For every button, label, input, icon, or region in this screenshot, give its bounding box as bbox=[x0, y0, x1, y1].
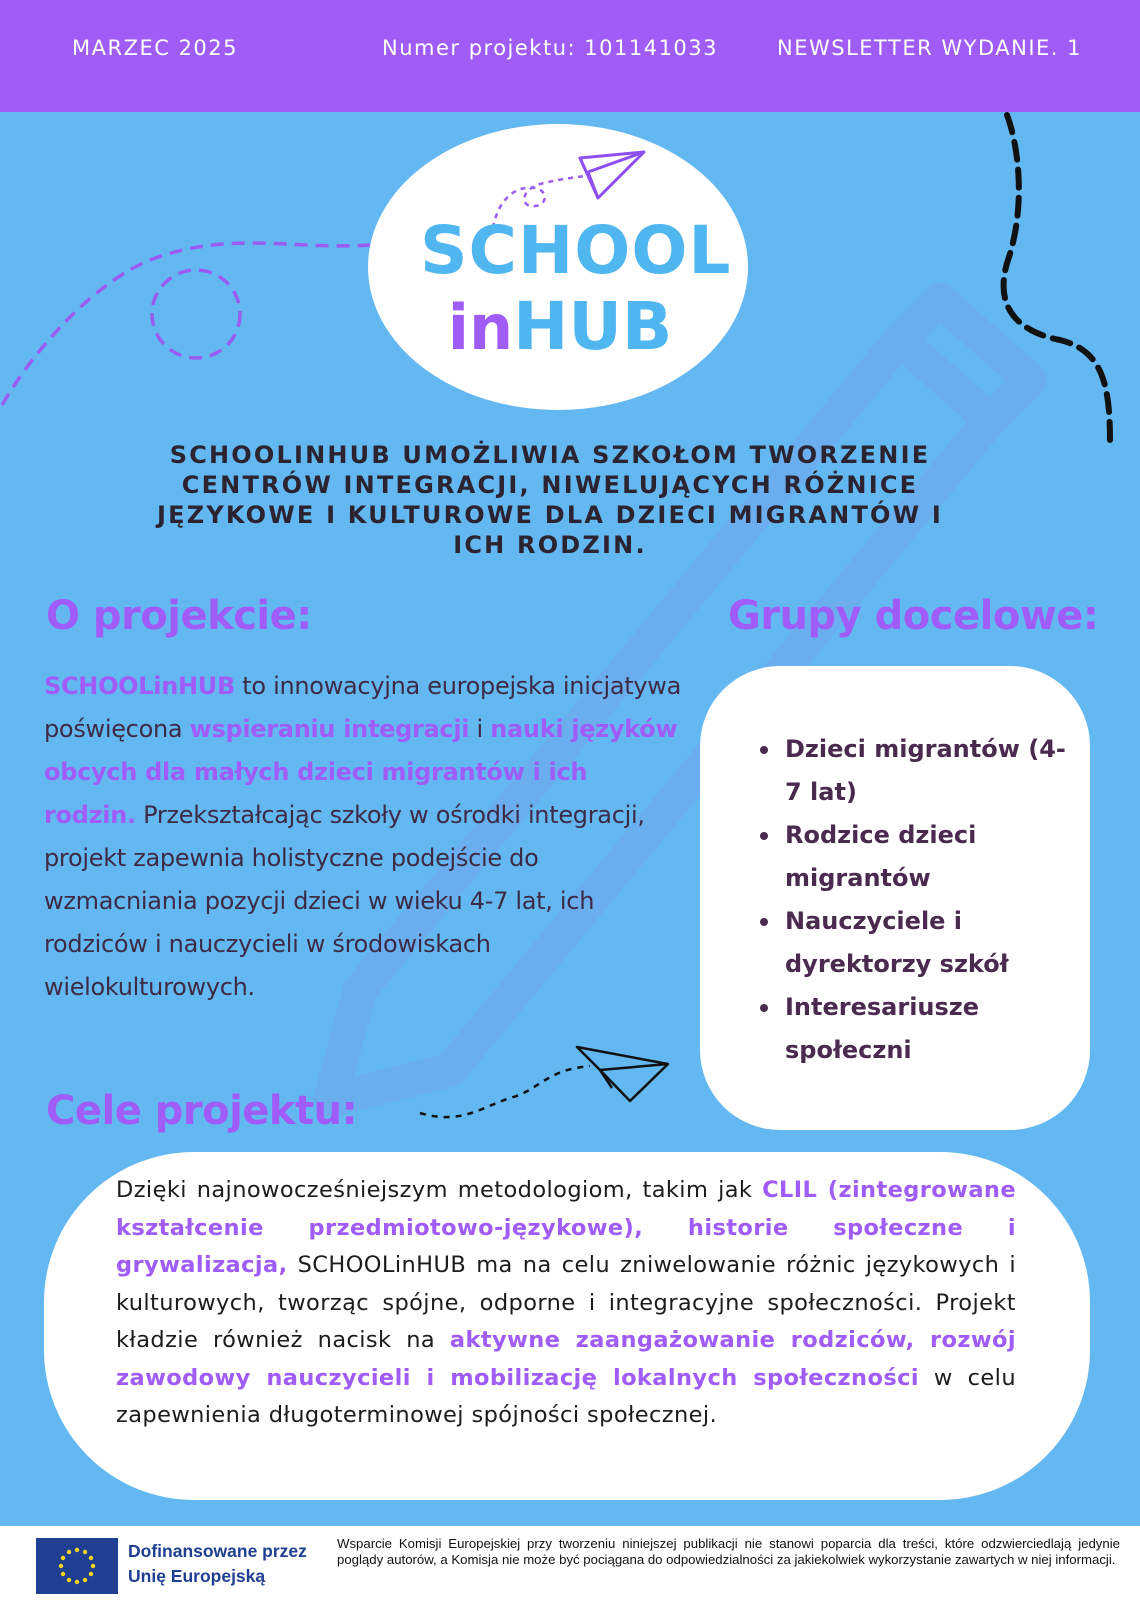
eu-funding-text bbox=[128, 1539, 307, 1589]
about-text-1: to innowacyjna europejska inicjatywa poświęcona bbox=[44, 672, 681, 743]
list-item: Interesariusze społeczni bbox=[735, 986, 1080, 1072]
goals-heading: Cele projektu: bbox=[46, 1088, 358, 1134]
logo-hub-text: HUB bbox=[513, 288, 673, 365]
groups-list bbox=[735, 728, 1080, 1072]
about-text-3: Przekształcając szkoły w ośrodki integracji, projekt zapewnia holistyczne podejście do wzmacniania pozycji dzieci w wieku 4-7 lat, ich rodziców i nauczycieli w środowiskach wielokulturowych. bbox=[44, 801, 645, 1001]
list-item: Rodzice dzieci migrantów bbox=[735, 814, 1080, 900]
goals-highlight-1: CLIL (zintegrowane kształcenie przedmiotowo-językowe), historie społeczne i grywalizacja, bbox=[116, 1177, 1017, 1278]
list-item: Nauczyciele i dyrektorzy szkół bbox=[735, 900, 1080, 986]
disclaimer: Wsparcie Komisji Europejskiej przy tworzeniu niniejszej publikacji nie stanowi poparcia dla treści, które odzwierciedlają jedynie poglądy autorów, a Komisja nie może być pociągana do odpowiedzialności za jakiekolwiek wykorzystanie zawartych w niej informacji. bbox=[337, 1536, 1120, 1567]
logo-inhub-text bbox=[420, 288, 700, 365]
about-highlight-2: nauki języków obcych dla małych dzieci migrantów i ich rodzin. bbox=[44, 715, 678, 829]
logo-school-text: SCHOOL bbox=[420, 212, 732, 289]
tagline: SCHOOLINHUB UMOŻLIWIA SZKOŁOM TWORZENIE CENTRÓW INTEGRACJI, NIWELUJĄCYCH RÓŻNICE JĘZYKOWE I KULTUROWE DLA DZIECI MIGRANTÓW I ICH RODZIN. bbox=[157, 441, 943, 559]
eu-funding-line-1: Dofinansowane przez bbox=[128, 1541, 307, 1561]
goals-text-3: w celu zapewnienia długoterminowej spójności społecznej. bbox=[116, 1364, 1016, 1428]
about-highlight-1: wspieraniu integracji bbox=[189, 715, 470, 743]
about-brand: SCHOOLinHUB bbox=[44, 672, 235, 700]
eu-funding-line-2: Unię Europejską bbox=[128, 1566, 266, 1586]
goals-paragraph bbox=[116, 1172, 1016, 1435]
goals-highlight-2: aktywne zaangażowanie rodziców, rozwój zawodowy nauczycieli i mobilizację lokalnych społeczności bbox=[116, 1327, 1016, 1391]
project-number: Numer projektu: 101141033 bbox=[382, 36, 719, 60]
list-item: Dzieci migrantów (4-7 lat) bbox=[735, 728, 1080, 814]
goals-text-2: SCHOOLinHUB ma na celu zniwelowanie różnic językowych i kulturowych, tworząc spójne, odporne i integracyjne społeczności. Projekt kładzie również nacisk na bbox=[116, 1252, 1016, 1353]
eu-stars-icon bbox=[36, 1538, 118, 1594]
issue-date: MARZEC 2025 bbox=[72, 36, 239, 60]
dashed-loop-icon bbox=[152, 270, 240, 358]
about-paragraph bbox=[44, 665, 684, 1009]
goals-text-1: Dzięki najnowocześniejszym metodologiom, takim jak bbox=[116, 1177, 763, 1203]
groups-heading: Grupy docelowe: bbox=[728, 593, 1099, 639]
paper-plane-black-icon bbox=[577, 1047, 668, 1101]
dashed-swirl-left-icon bbox=[2, 243, 370, 405]
about-text-2: i bbox=[469, 715, 491, 743]
eu-flag-icon bbox=[36, 1538, 118, 1594]
footer bbox=[0, 1526, 1140, 1613]
about-heading: O projekcie: bbox=[46, 593, 312, 639]
newsletter-issue: NEWSLETTER WYDANIE. 1 bbox=[777, 36, 1083, 60]
logo-in-text: in bbox=[447, 291, 514, 364]
